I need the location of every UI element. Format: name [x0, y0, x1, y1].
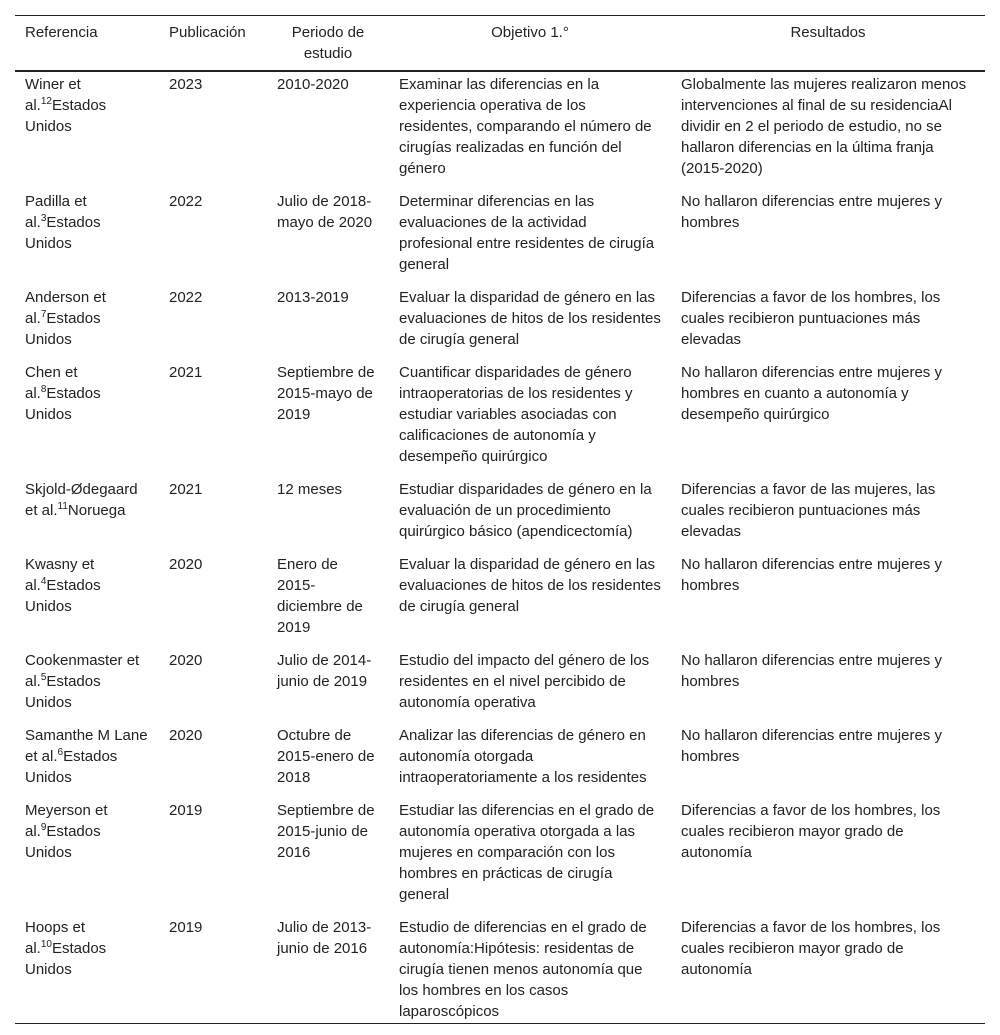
cell-periodo: Octubre de 2015-enero de 2018 — [277, 727, 375, 786]
cell-objetivo: Cuantificar disparidades de género intraoperatorias de los residentes y estudiar variables asociadas con calificaciones de autonomía y desempeño quirúrgico — [399, 364, 633, 465]
cell-objetivo: Examinar las diferencias en la experiencia operativa de los residentes, comparando el número de cirugías realizadas en función del género — [399, 76, 652, 177]
cell-periodo: 2013-2019 — [277, 289, 349, 306]
ref-citation-number: 9 — [40, 822, 47, 833]
studies-table — [15, 15, 985, 1024]
cell-publicacion: 2020 — [169, 727, 203, 744]
cell-publicacion: 2021 — [169, 481, 203, 498]
cell-publicacion: 2019 — [169, 919, 203, 936]
table-row — [15, 714, 985, 789]
ref-country: Estados Unidos — [25, 577, 101, 615]
cell-periodo: Septiembre de 2015-junio de 2016 — [277, 802, 375, 861]
header-objetivo: Objetivo 1.° — [491, 24, 569, 41]
cell-publicacion: 2023 — [169, 76, 203, 93]
table-row — [15, 71, 985, 180]
cell-periodo: Enero de 2015-diciembre de 2019 — [277, 556, 363, 636]
cell-publicacion: 2019 — [169, 802, 203, 819]
cell-objetivo: Evaluar la disparidad de género en las evaluaciones de hitos de los residentes de cirugía general — [399, 556, 661, 615]
cell-referencia — [15, 276, 159, 351]
cell-publicacion: 2020 — [169, 556, 203, 573]
cell-periodo: Julio de 2014-junio de 2019 — [277, 652, 372, 690]
ref-country: Estados Unidos — [25, 385, 101, 423]
cell-objetivo: Estudio del impacto del género de los residentes en el nivel percibido de autonomía operativa — [399, 652, 650, 711]
cell-periodo: Septiembre de 2015-mayo de 2019 — [277, 364, 375, 423]
studies-table-container — [15, 15, 985, 1024]
ref-authors: Hoops et al. — [25, 919, 86, 957]
header-periodo: Periodo de estudio — [291, 24, 365, 62]
ref-country: Estados Unidos — [25, 214, 101, 252]
ref-country: Noruega — [67, 502, 126, 519]
ref-country: Estados Unidos — [25, 748, 118, 786]
cell-referencia — [15, 71, 159, 180]
cell-resultados: No hallaron diferencias entre mujeres y hombres — [681, 193, 942, 231]
ref-authors: Chen et al. — [25, 364, 78, 402]
cell-objetivo: Estudio de diferencias en el grado de autonomía:Hipótesis: residentas de cirugía tienen menos autonomía que los hombres en los casos laparoscópicos — [399, 919, 647, 1020]
cell-resultados: Diferencias a favor de los hombres, los cuales recibieron puntuaciones más elevadas — [681, 289, 941, 348]
ref-country: Estados Unidos — [25, 673, 101, 711]
cell-periodo: 2010-2020 — [277, 76, 349, 93]
ref-citation-number: 8 — [40, 384, 47, 395]
table-body — [15, 71, 985, 1024]
cell-objetivo: Evaluar la disparidad de género en las evaluaciones de hitos de los residentes de cirugía general — [399, 289, 661, 348]
header-referencia: Referencia — [25, 24, 98, 41]
ref-citation-number: 6 — [57, 747, 64, 758]
ref-country: Estados Unidos — [25, 310, 101, 348]
cell-objetivo: Estudiar las diferencias en el grado de autonomía operativa otorgada a las mujeres en comparación con los hombres en prácticas de cirugía general — [399, 802, 655, 903]
header-resultados: Resultados — [790, 24, 866, 41]
ref-authors: Skjold-Ødegaard et al. — [25, 481, 138, 519]
cell-referencia — [15, 543, 159, 639]
cell-resultados: No hallaron diferencias entre mujeres y hombres — [681, 556, 942, 594]
ref-authors: Cookenmaster et al. — [25, 652, 140, 690]
cell-resultados: Diferencias a favor de los hombres, los cuales recibieron mayor grado de autonomía — [681, 802, 941, 861]
cell-objetivo: Determinar diferencias en las evaluaciones de la actividad profesional entre residentes de cirugía general — [399, 193, 655, 273]
ref-authors: Samanthe M Lane et al. — [25, 727, 148, 765]
cell-publicacion: 2020 — [169, 652, 203, 669]
cell-periodo: 12 meses — [277, 481, 343, 498]
ref-citation-number: 11 — [57, 501, 68, 512]
cell-referencia — [15, 351, 159, 468]
cell-resultados: Globalmente las mujeres realizaron menos intervenciones al final de su residenciaAl dividir en 2 el periodo de estudio, no se hallaron diferencias en la última franja (2015-2020) — [681, 76, 967, 177]
cell-publicacion: 2021 — [169, 364, 203, 381]
cell-publicacion: 2022 — [169, 289, 203, 306]
ref-citation-number: 7 — [40, 309, 47, 320]
ref-authors: Padilla et al. — [25, 193, 87, 231]
header-publicacion: Publicación — [169, 24, 246, 41]
table-row — [15, 351, 985, 468]
ref-country: Estados Unidos — [25, 97, 107, 135]
cell-referencia — [15, 789, 159, 906]
cell-objetivo: Estudiar disparidades de género en la evaluación de un procedimiento quirúrgico básico (apendicectomía) — [399, 481, 652, 540]
ref-citation-number: 10 — [40, 939, 52, 950]
cell-periodo: Julio de 2013-junio de 2016 — [277, 919, 372, 957]
ref-authors: Anderson et al. — [25, 289, 106, 327]
table-row — [15, 639, 985, 714]
ref-citation-number: 12 — [40, 96, 52, 107]
cell-referencia — [15, 180, 159, 276]
table-row — [15, 468, 985, 543]
ref-authors: Kwasny et al. — [25, 556, 95, 594]
table-row — [15, 276, 985, 351]
cell-objetivo: Analizar las diferencias de género en autonomía otorgada intraoperatoriamente a los residentes — [399, 727, 647, 786]
cell-referencia — [15, 639, 159, 714]
header-row — [15, 16, 985, 72]
table-row — [15, 180, 985, 276]
cell-periodo: Julio de 2018-mayo de 2020 — [277, 193, 373, 231]
ref-authors: Winer et al. — [25, 76, 81, 114]
cell-referencia — [15, 468, 159, 543]
ref-citation-number: 3 — [40, 213, 47, 224]
table-header — [15, 16, 985, 72]
cell-resultados: No hallaron diferencias entre mujeres y hombres — [681, 652, 942, 690]
table-row — [15, 543, 985, 639]
table-row — [15, 906, 985, 1024]
ref-country: Estados Unidos — [25, 823, 101, 861]
ref-country: Estados Unidos — [25, 940, 107, 978]
ref-citation-number: 4 — [40, 576, 47, 587]
cell-resultados: Diferencias a favor de los hombres, los cuales recibieron mayor grado de autonomía — [681, 919, 941, 978]
cell-referencia — [15, 906, 159, 1024]
cell-resultados: Diferencias a favor de las mujeres, las cuales recibieron puntuaciones más elevadas — [681, 481, 936, 540]
table-row — [15, 789, 985, 906]
cell-resultados: No hallaron diferencias entre mujeres y hombres — [681, 727, 942, 765]
cell-publicacion: 2022 — [169, 193, 203, 210]
cell-resultados: No hallaron diferencias entre mujeres y hombres en cuanto a autonomía y desempeño quirúrgico — [681, 364, 942, 423]
cell-referencia — [15, 714, 159, 789]
ref-citation-number: 5 — [40, 672, 47, 683]
ref-authors: Meyerson et al. — [25, 802, 108, 840]
